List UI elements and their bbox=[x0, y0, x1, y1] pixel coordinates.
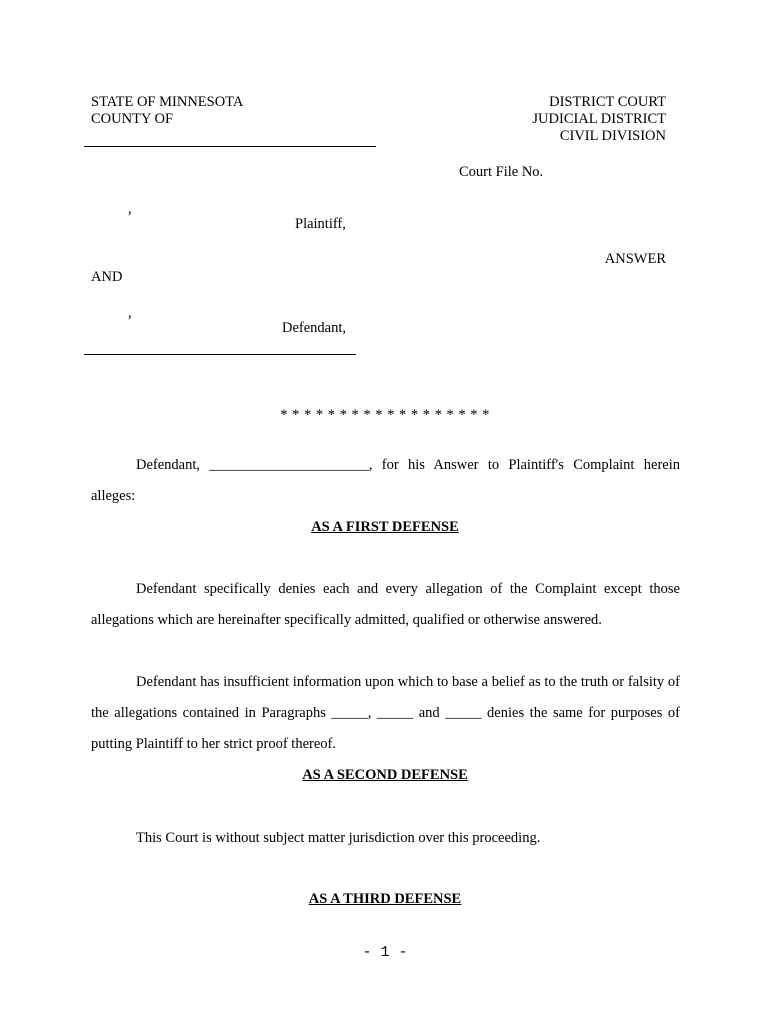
page-number: - 1 - bbox=[362, 944, 408, 961]
plaintiff-label: Plaintiff, bbox=[295, 216, 346, 232]
county-rule bbox=[84, 146, 376, 147]
court-label: DISTRICT COURT bbox=[549, 94, 666, 110]
first-defense-paragraph-2: Defendant has insufficient information upon which to base a belief as to the truth or falsity of the allegations contained in Paragraphs _____, _____ and _____ denies the same for purposes of putting Plaintiff to her strict proof thereof. bbox=[91, 674, 680, 752]
second-defense-paragraph: This Court is without subject matter jurisdiction over this proceeding. bbox=[136, 830, 541, 846]
first-defense-heading: AS A FIRST DEFENSE bbox=[311, 519, 459, 535]
second-defense-heading: AS A SECOND DEFENSE bbox=[302, 767, 468, 783]
defendant-rule bbox=[84, 354, 356, 355]
defendant-comma: , bbox=[128, 305, 132, 321]
asterisk-separator: * * * * * * * * * * * * * * * * * * bbox=[280, 407, 490, 423]
state-label: STATE OF MINNESOTA bbox=[91, 94, 244, 110]
first-defense-paragraph-1: Defendant specifically denies each and every allegation of the Complaint except those allegations which are hereinafter specifically admitted, qualified or otherwise answered. bbox=[91, 581, 680, 628]
district-label: JUDICIAL DISTRICT bbox=[532, 111, 666, 127]
intro-paragraph: Defendant, ______________________, for his Answer to Plaintiff's Complaint herein alleges: bbox=[91, 457, 680, 504]
document-title: ANSWER bbox=[604, 251, 666, 267]
third-defense-heading: AS A THIRD DEFENSE bbox=[308, 891, 462, 907]
court-file-label: Court File No. bbox=[459, 164, 544, 180]
plaintiff-comma: , bbox=[128, 201, 132, 217]
division-label: CIVIL DIVISION bbox=[559, 128, 666, 144]
defendant-label: Defendant, bbox=[282, 320, 347, 336]
and-label: AND bbox=[91, 269, 123, 285]
county-label: COUNTY OF bbox=[91, 111, 174, 127]
